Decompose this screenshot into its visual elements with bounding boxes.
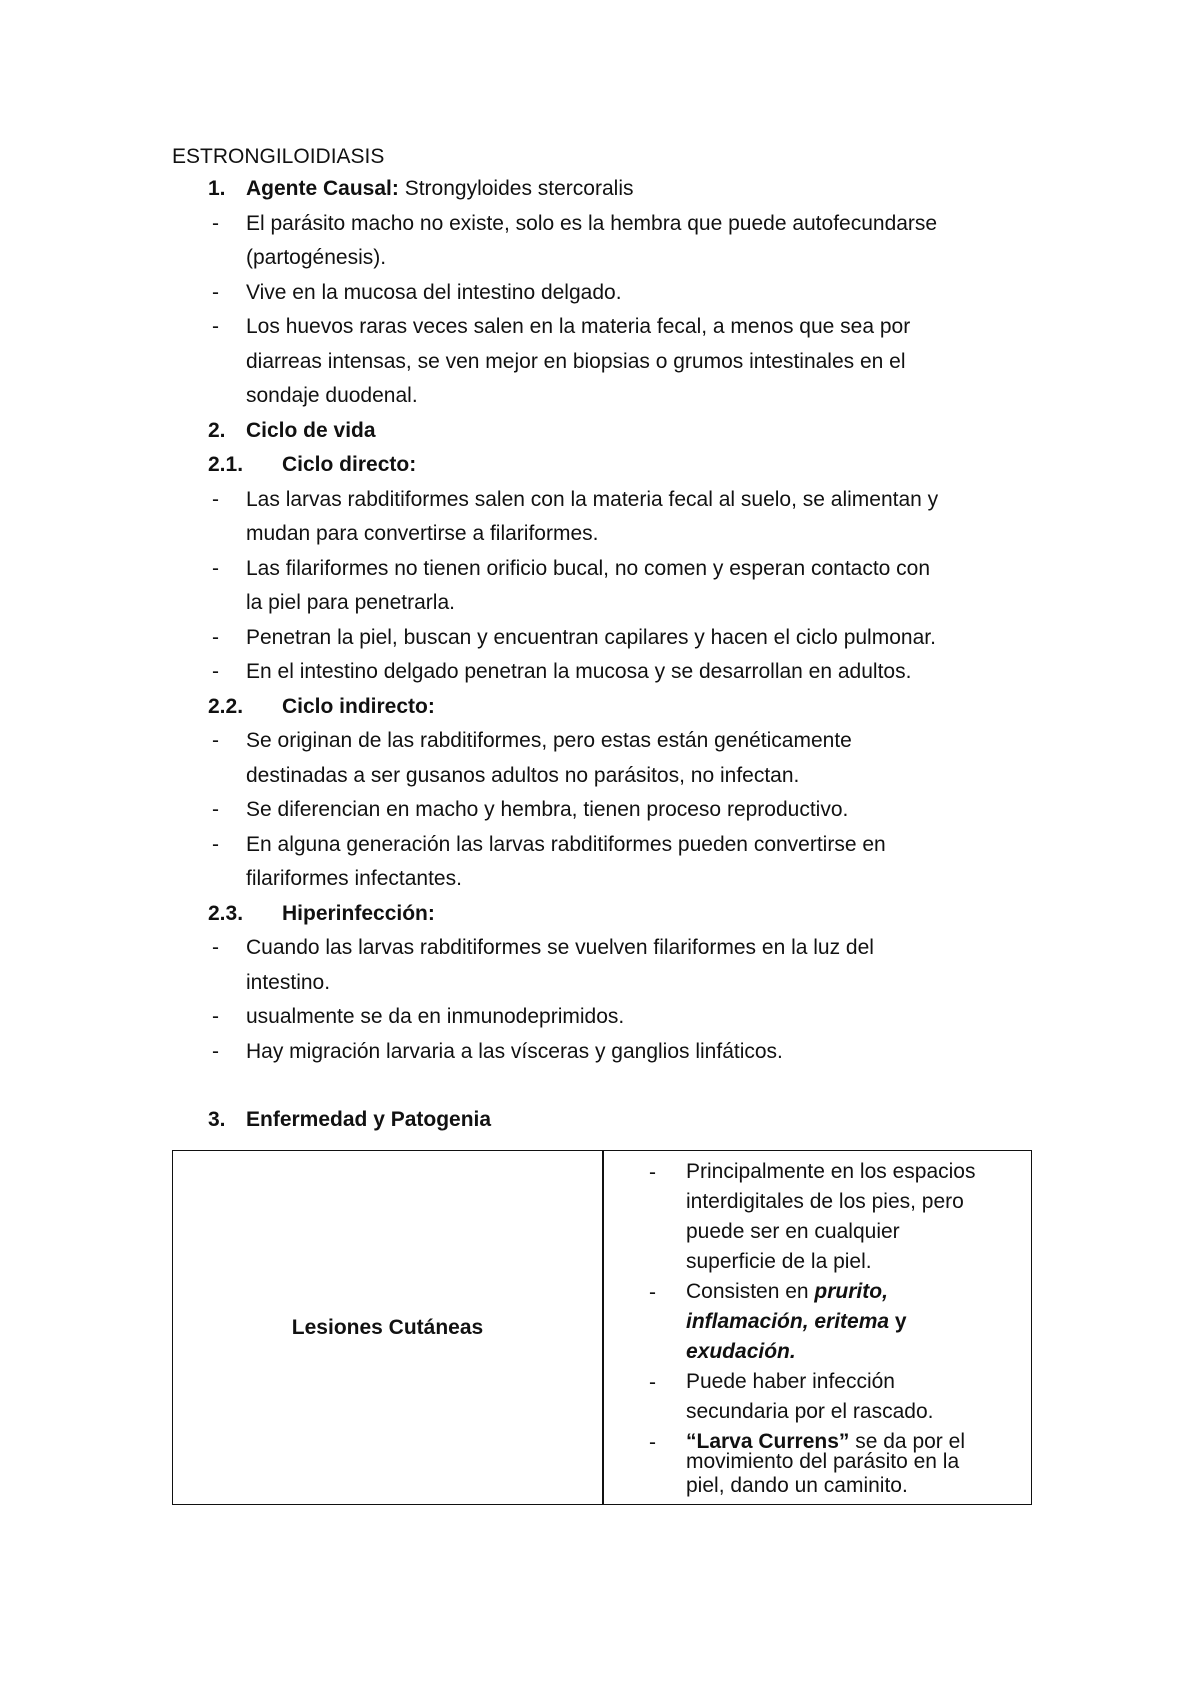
list-item-text: Vive en la mucosa del intestino delgado. — [246, 281, 622, 304]
list-item-text: Las filariformes no tienen orificio bucal, no comen y esperan contacto con — [246, 557, 931, 580]
subsection-2-2-heading: Ciclo indirecto: — [282, 695, 435, 718]
list-item-text: Los huevos raras veces salen en la materia fecal, a menos que sea por — [246, 315, 911, 338]
list-item-text: Cuando las larvas rabditiformes se vuelven filariformes en la luz del — [246, 936, 874, 959]
condition-label: Lesiones Cutáneas — [291, 1315, 484, 1339]
bullet-dash: - — [212, 729, 219, 752]
bullet-dash: - — [649, 1281, 656, 1304]
cell-text-line: Puede haber infección — [686, 1370, 895, 1393]
list-item-text: En el intestino delgado penetran la mucosa y se desarrollan en adultos. — [246, 660, 912, 683]
cell-text-fragment: se da por el — [849, 1430, 965, 1453]
bullet-dash: - — [212, 557, 219, 580]
list-item-text: En alguna generación las larvas rabditiformes pueden convertirse en — [246, 833, 886, 856]
bullet-dash: - — [649, 1161, 656, 1184]
subsection-2-3-number: 2.3. — [208, 902, 244, 925]
bullet-dash: - — [212, 315, 219, 338]
section-1-value: Strongyloides stercoralis — [404, 177, 634, 200]
bullet-dash: - — [212, 488, 219, 511]
list-item-text: Las larvas rabditiformes salen con la materia fecal al suelo, se alimentan y — [246, 488, 939, 511]
document-title: ESTRONGILOIDIASIS — [172, 145, 385, 168]
pathogenesis-table — [172, 1150, 1032, 1505]
section-1-number: 1. — [208, 177, 226, 200]
cell-text-line — [686, 1277, 888, 1307]
symptom-term: inflamación, eritema — [686, 1310, 890, 1333]
section-3-number: 3. — [208, 1108, 226, 1131]
bullet-dash: - — [212, 281, 219, 304]
list-item-text: la piel para penetrarla. — [246, 591, 455, 614]
subsection-2-3-heading: Hiperinfección: — [282, 902, 435, 925]
subsection-2-1-number: 2.1. — [208, 453, 244, 476]
list-item-text: mudan para convertirse a filariformes. — [246, 522, 599, 545]
list-item-text: Se diferencian en macho y hembra, tienen proceso reproductivo. — [246, 798, 849, 821]
symptom-term: prurito, — [814, 1280, 888, 1303]
section-2-heading: Ciclo de vida — [246, 419, 376, 442]
section-2-number: 2. — [208, 419, 226, 442]
list-item-text: Se originan de las rabditiformes, pero estas están genéticamente — [246, 729, 852, 752]
subsection-2-2-number: 2.2. — [208, 695, 244, 718]
bullet-dash: - — [212, 660, 219, 683]
list-item-text: intestino. — [246, 971, 331, 994]
cell-text-fragment: y — [889, 1310, 907, 1333]
cell-text-line — [686, 1337, 796, 1367]
list-item-text: filariformes infectantes. — [246, 867, 462, 890]
section-1-label: Agente Causal: — [246, 177, 399, 200]
bullet-dash: - — [212, 936, 219, 959]
table-divider — [602, 1151, 604, 1504]
list-item-text: sondaje duodenal. — [246, 384, 418, 407]
cell-text-line: movimiento del parásito en la — [686, 1450, 960, 1473]
cell-text-fragment: Consisten en — [686, 1280, 815, 1303]
list-item-text: El parásito macho no existe, solo es la hembra que puede autofecundarse — [246, 212, 938, 235]
list-item-text: diarreas intensas, se ven mejor en biopsias o grumos intestinales en el — [246, 350, 906, 373]
subsection-2-1-heading: Ciclo directo: — [282, 453, 417, 476]
section-1-heading — [246, 176, 633, 202]
bullet-dash: - — [212, 1005, 219, 1028]
list-item-text: destinadas a ser gusanos adultos no parásitos, no infectan. — [246, 764, 800, 787]
table-cell-condition — [173, 1151, 602, 1504]
bullet-dash: - — [649, 1431, 656, 1454]
bullet-dash: - — [212, 1040, 219, 1063]
bullet-dash: - — [212, 212, 219, 235]
list-item-text: usualmente se da en inmunodeprimidos. — [246, 1005, 625, 1028]
symptom-term: exudación. — [686, 1340, 796, 1363]
cell-text-line: Principalmente en los espacios — [686, 1160, 976, 1183]
list-item-text: Hay migración larvaria a las vísceras y ganglios linfáticos. — [246, 1040, 783, 1063]
bullet-dash: - — [212, 833, 219, 856]
bullet-dash: - — [649, 1371, 656, 1394]
cell-text-line: piel, dando un caminito. — [686, 1474, 908, 1497]
cell-text-line: interdigitales de los pies, pero — [686, 1190, 964, 1213]
cell-text-line: secundaria por el rascado. — [686, 1400, 934, 1423]
term-larva-currens: “Larva Currens” — [686, 1430, 850, 1453]
bullet-dash: - — [212, 626, 219, 649]
section-3-heading: Enfermedad y Patogenia — [246, 1108, 492, 1131]
list-item-text: (partogénesis). — [246, 246, 387, 269]
bullet-dash: - — [212, 798, 219, 821]
list-item-text: Penetran la piel, buscan y encuentran capilares y hacen el ciclo pulmonar. — [246, 626, 936, 649]
cell-text-line: puede ser en cualquier — [686, 1220, 900, 1243]
cell-text-line: superficie de la piel. — [686, 1250, 872, 1273]
cell-text-line — [686, 1307, 907, 1337]
